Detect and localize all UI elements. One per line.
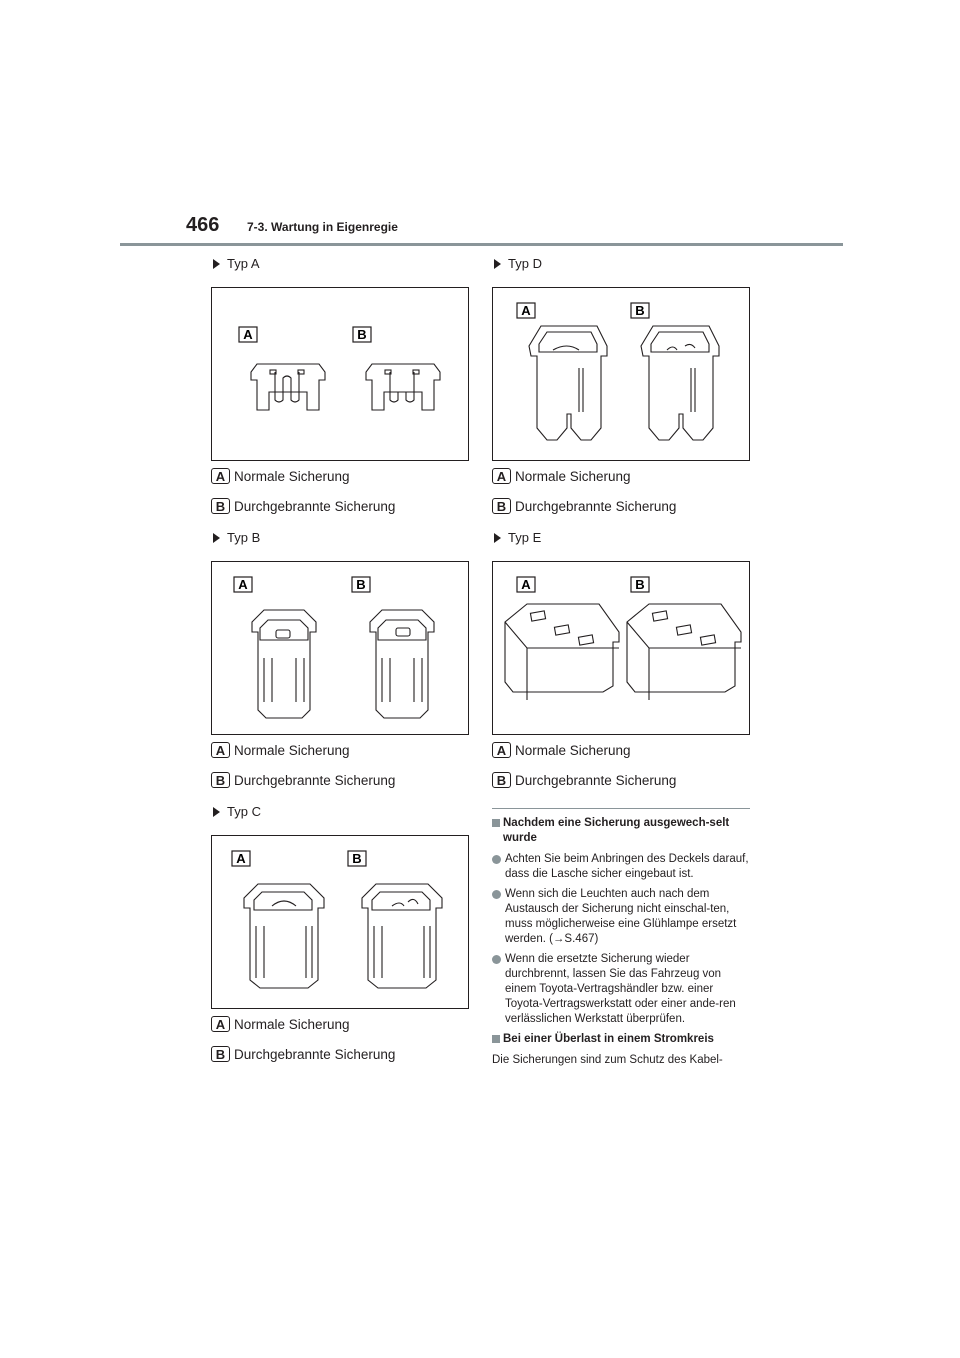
type-heading: Typ C <box>211 802 469 822</box>
svg-text:A: A <box>521 577 531 592</box>
fuse-figure-type-b <box>211 561 469 735</box>
caption-normal: A Normale Sicherung <box>492 735 750 765</box>
notes-divider <box>492 808 750 809</box>
note-bullet: Wenn die ersetzte Sicherung wieder durchbrennt, lassen Sie das Fahrzeug von einem Toyota-Vertragshändler bzw. einer Toyota-Vertragswerkstatt oder einer ande-ren verlässlichen Werkstatt überprüfen. <box>492 952 750 1027</box>
svg-text:B: B <box>635 303 645 318</box>
square-bullet-icon <box>492 1035 500 1043</box>
note-heading: Bei einer Überlast in einem Stromkreis <box>492 1032 750 1047</box>
circle-bullet-icon <box>492 855 501 864</box>
arrow-icon <box>213 533 220 543</box>
right-column <box>492 254 750 795</box>
label-b: B <box>357 327 367 342</box>
caption-blown: B Durchgebrannte Sicherung <box>492 765 750 795</box>
arrow-icon <box>494 259 501 269</box>
arrow-icon <box>213 807 220 817</box>
caption-blown: B Durchgebrannte Sicherung <box>211 491 469 521</box>
note-bullet: Wenn sich die Leuchten auch nach dem Austausch der Sicherung nicht einschal-ten, muss möglicherweise eine Glühlampe ersetzt werden. (→S.467) <box>492 887 750 947</box>
svg-text:B: B <box>635 577 645 592</box>
fuse-figure-type-e <box>492 561 750 735</box>
type-heading: Typ A <box>211 254 469 274</box>
circle-bullet-icon <box>492 890 501 899</box>
note-paragraph: Die Sicherungen sind zum Schutz des Kabel- <box>492 1054 723 1066</box>
section-title: 7-3. Wartung in Eigenregie <box>247 220 398 234</box>
header-divider <box>120 243 843 246</box>
caption-blown: B Durchgebrannte Sicherung <box>211 1039 469 1069</box>
fuse-figure-type-a <box>211 287 469 461</box>
type-heading: Typ D <box>492 254 750 274</box>
type-heading: Typ B <box>211 528 469 548</box>
fuse-figure-type-c <box>211 835 469 1009</box>
caption-blown: B Durchgebrannte Sicherung <box>211 765 469 795</box>
caption-blown: B Durchgebrannte Sicherung <box>492 491 750 521</box>
svg-text:A: A <box>238 577 248 592</box>
label-a: A <box>243 327 253 342</box>
caption-normal: A Normale Sicherung <box>211 461 469 491</box>
caption-normal: A Normale Sicherung <box>211 735 469 765</box>
square-bullet-icon <box>492 819 500 827</box>
fuse-figure-type-d <box>492 287 750 461</box>
notes-section <box>492 808 750 1068</box>
note-heading: Nachdem eine Sicherung ausgewech-selt wurde <box>492 816 750 846</box>
left-column <box>211 254 469 1069</box>
type-heading: Typ E <box>492 528 750 548</box>
svg-text:B: B <box>352 851 362 866</box>
page-number: 466 <box>186 214 220 236</box>
note-bullet: Achten Sie beim Anbringen des Deckels darauf, dass die Lasche sicher eingebaut ist. <box>492 852 750 882</box>
arrow-icon <box>213 259 220 269</box>
svg-text:B: B <box>356 577 366 592</box>
arrow-icon <box>494 533 501 543</box>
badge-a: A <box>211 468 230 484</box>
caption-normal: A Normale Sicherung <box>492 461 750 491</box>
svg-text:A: A <box>521 303 531 318</box>
circle-bullet-icon <box>492 955 501 964</box>
svg-text:A: A <box>236 851 246 866</box>
badge-b: B <box>211 498 230 514</box>
caption-normal: A Normale Sicherung <box>211 1009 469 1039</box>
